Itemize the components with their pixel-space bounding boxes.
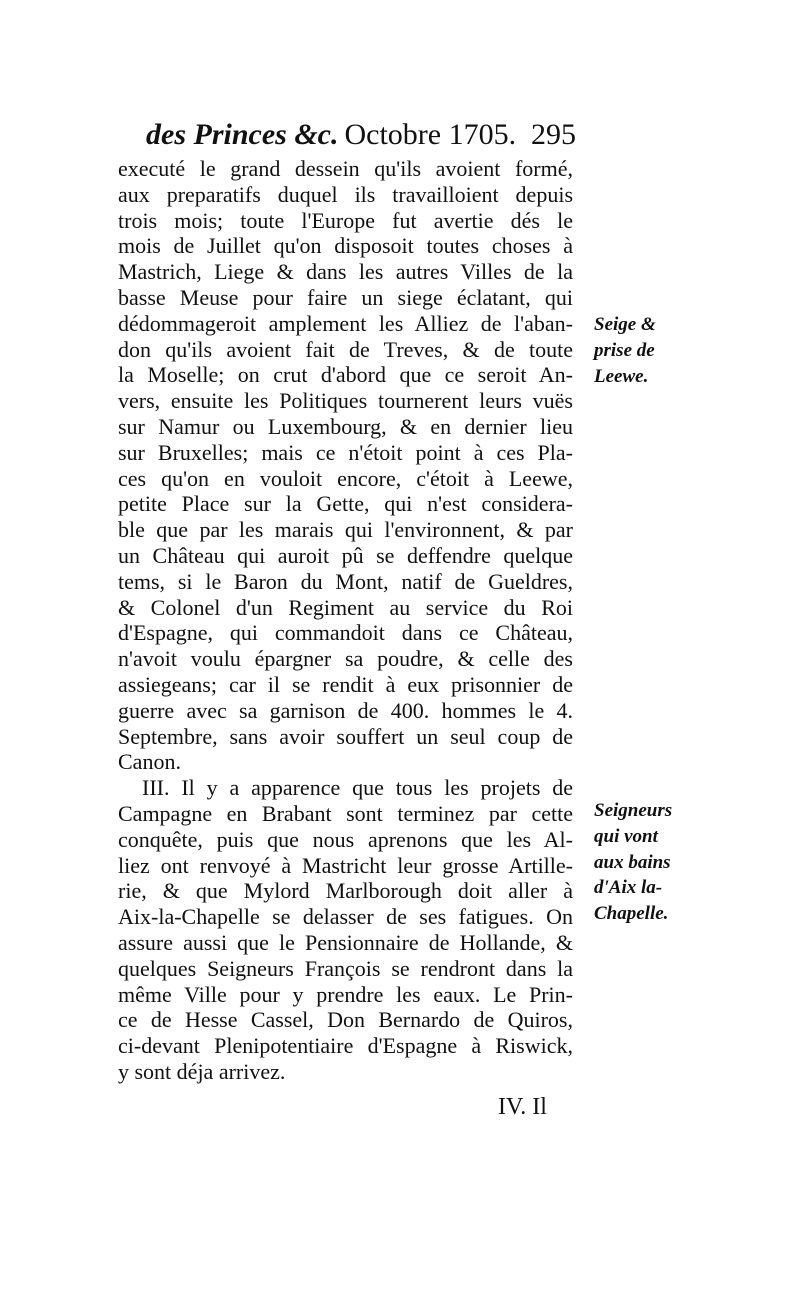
text-line: guerre avec sa garnison de 400. hommes le 4.	[118, 697, 573, 723]
text-line: Septembre, sans avoir souffert un seul coup de	[118, 723, 573, 749]
text-line: rie, & que Mylord Marlborough doit aller à	[118, 878, 573, 904]
paragraph-seigneurs	[118, 775, 573, 1085]
paragraph-leewe	[118, 156, 573, 775]
text-line: trois mois; toute l'Europe fut avertie dés le	[118, 207, 573, 233]
text-line: assure aussi que le Pensionnaire de Hollande, &	[118, 929, 573, 955]
text-line: la Moselle; on crut d'abord que ce seroit An-	[118, 362, 573, 388]
text-line: Mastrich, Liege & dans les autres Villes de la	[118, 259, 573, 285]
body-text	[118, 156, 573, 1085]
text-line: aux preparatifs duquel ils travailloient depuis	[118, 181, 573, 207]
text-line: liez ont renvoyé à Mastricht leur grosse Artille-	[118, 852, 573, 878]
text-line: Canon.	[118, 749, 181, 775]
text-line: don qu'ils avoient fait de Treves, & de toute	[118, 336, 573, 362]
text-line: Campagne en Brabant sont terminez par cette	[118, 800, 573, 826]
marginal-line: Chapelle.	[594, 903, 669, 925]
marginal-line: prise de	[594, 339, 655, 361]
text-line: n'avoit voulu épargner sa poudre, & celle des	[118, 646, 573, 672]
running-date: Octobre 1705.	[344, 118, 517, 151]
page-number: 295	[531, 118, 576, 151]
text-line: Aix-la-Chapelle se delasser de ses fatigues. On	[118, 904, 573, 930]
running-title: des Princes &c.	[146, 118, 339, 151]
text-line: tems, si le Baron du Mont, natif de Gueldres,	[118, 568, 573, 594]
text-line: ble que par les marais qui l'environnent, & par	[118, 517, 573, 543]
text-line: sur Bruxelles; mais ce n'étoit point à ces Pla-	[118, 439, 573, 465]
marginal-note-siege	[594, 312, 704, 389]
text-line: quelques Seigneurs François se rendront dans la	[118, 955, 573, 981]
marginal-note-seigneurs	[594, 798, 704, 927]
marginal-line: qui vont	[594, 825, 658, 847]
text-line: assiegeans; car il se rendit à eux prisonnier de	[118, 671, 573, 697]
text-line: ces qu'on en vouloit encore, c'étoit à Leewe,	[118, 465, 573, 491]
text-line: petite Place sur la Gette, qui n'est considera-	[118, 491, 573, 517]
text-line: vers, ensuite les Politiques tournerent leurs vuës	[118, 388, 573, 414]
text-line: y sont déja arrivez.	[118, 1058, 286, 1084]
text-line: mois de Juillet qu'on disposoit toutes choses à	[118, 233, 573, 259]
running-head	[146, 118, 576, 152]
marginal-line: Leewe.	[594, 365, 649, 387]
text-line: sur Namur ou Luxembourg, & en dernier lieu	[118, 413, 573, 439]
text-line: ce de Hesse Cassel, Don Bernardo de Quiros,	[118, 1007, 573, 1033]
text-line: même Ville pour y prendre les eaux. Le Prin-	[118, 981, 573, 1007]
text-line: conquête, puis que nous aprenons que les Al-	[118, 826, 573, 852]
text-line: ci-devant Plenipotentiaire d'Espagne à Riswick,	[118, 1033, 573, 1059]
text-line: un Château qui auroit pû se deffendre quelque	[118, 542, 573, 568]
text-line: d'Espagne, qui commandoit dans ce Château,	[118, 620, 573, 646]
marginal-line: Seige &	[594, 314, 656, 335]
marginal-line: Seigneurs	[594, 800, 673, 821]
text-line: & Colonel d'un Regiment au service du Roi	[118, 594, 573, 620]
text-line: III. Il y a apparence que tous les projets de	[142, 775, 573, 801]
catchword: IV. Il	[498, 1094, 547, 1120]
text-line: basse Meuse pour faire un siege éclatant, qui	[118, 284, 573, 310]
text-line: executé le grand dessein qu'ils avoient formé,	[118, 156, 573, 181]
marginal-line: aux bains	[594, 851, 671, 873]
marginal-line: d'Aix la-	[594, 877, 663, 899]
text-line: dédommageroit amplement les Alliez de l'aban-	[118, 310, 573, 336]
